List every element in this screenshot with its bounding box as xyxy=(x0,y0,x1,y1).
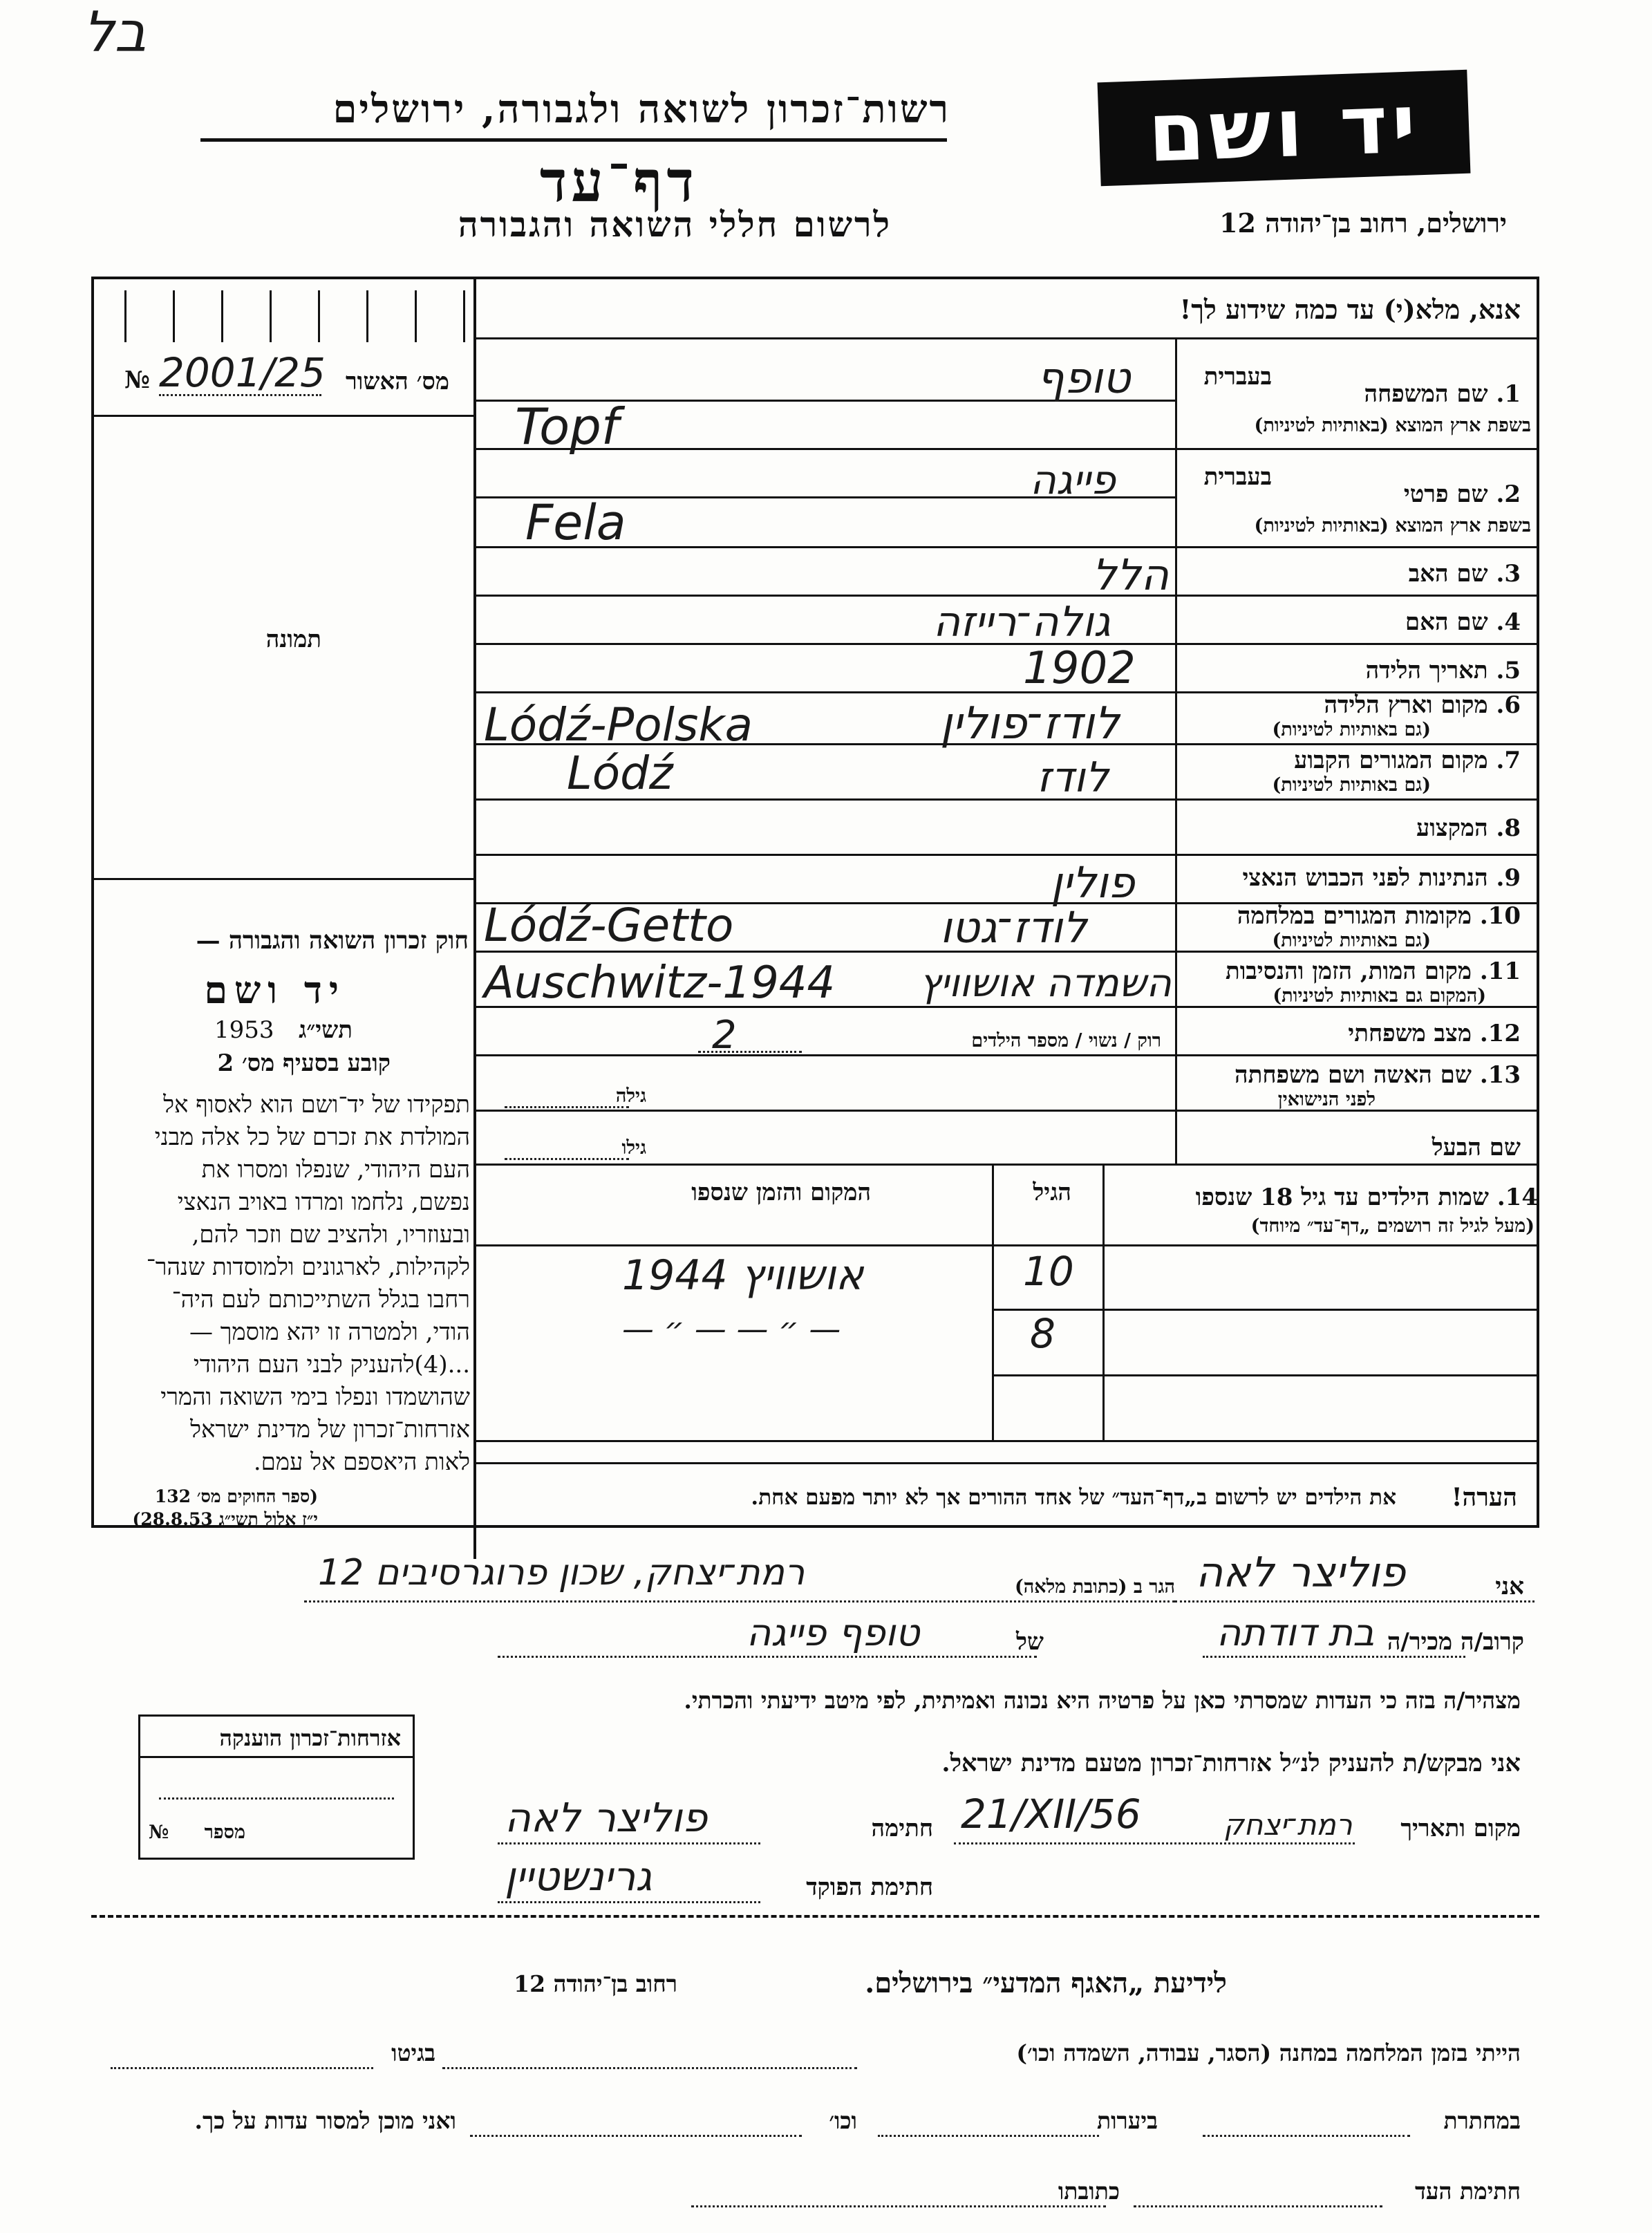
signature-label: חתימה xyxy=(871,1815,933,1842)
info-title: לידיעת „האגף המדעי״ בירושלים. xyxy=(865,1967,1227,1999)
law-year-he: תשי״ג xyxy=(299,1016,353,1044)
citizenship-box-title: אזרחות־זכרון הוענקה xyxy=(219,1725,401,1751)
f13-girl-label: גילה xyxy=(615,1085,646,1107)
yad-vashem-logo: יד ושם xyxy=(1098,70,1471,187)
ani-label: אני xyxy=(1495,1573,1524,1600)
info-line2-d: ואני מוכן למסור עדות על כך. xyxy=(194,2107,456,2134)
child-2-place[interactable]: — ״ — — ״ — xyxy=(622,1310,841,1347)
law-source-2: י״ז אלול תשי״ג 28.8.53) xyxy=(132,1509,318,1529)
place-value[interactable]: רמת־יצחק xyxy=(1223,1808,1353,1842)
declaration-text: מצהיר/ה בזה כי העדות שמסרתי כאן על פרטיה היא נכונה ואמיתית, לפי מיטב ידיעתי והכרתי. xyxy=(684,1687,1521,1714)
children-count[interactable]: 2 xyxy=(712,1013,737,1058)
law-text: תפקידו של יד־ושם הוא לאסוף אל המולדת את זכרם של כל אלה מבני העם היהודי, שנפלו ומסרו את נפשם, נלחמו ומרדו באויב הנאצי ובעוזריו, ולהציב שם וזכר להם, לקהילות, לארגונים ולמוסדות שנהר־ רחבו בגלל השתייכותם לעם היה־ הודי, ולמטרה זו יהא מוסמך — ...(4)להעניק לבני העם היהודי שהושמדו ונפלו בימי השואה והמרי אזרחות־זכרון של מדינת ישראל לאות היאספם אל עמם. xyxy=(146,1091,470,1476)
info-line2-c: וכו׳ xyxy=(829,2107,857,2134)
left-column-divider xyxy=(473,277,476,1559)
f6-sub: (גם באותיות לטיניות) xyxy=(1272,719,1431,740)
f8-label: 8. המקצוע xyxy=(1416,814,1521,842)
law-source-1: (ספר החוקים מס׳ 132 xyxy=(154,1486,318,1506)
label-column-divider xyxy=(1175,337,1177,1164)
lives-at-label: הגר ב (כתובת מלאה) xyxy=(1014,1576,1175,1598)
f2-label: 2. שם פרטי xyxy=(1403,480,1521,508)
col-age-header: הגיל xyxy=(1033,1179,1071,1206)
children-subtitle: (מעל לגיל זה רושמים „דף־עד״ מיוחד) xyxy=(1250,1215,1534,1237)
corner-mark: בל xyxy=(83,0,147,64)
f7-sub: (גם באותיות לטיניות) xyxy=(1272,774,1431,796)
f1-label: 1. שם המשפחה xyxy=(1364,380,1521,408)
child-1-age[interactable]: 10 xyxy=(1023,1248,1074,1295)
first-name-hebrew[interactable]: פייגה xyxy=(1030,456,1116,503)
death-place-latin[interactable]: Auschwitz-1944 xyxy=(484,957,836,1009)
request-text: אני מבקש/ת להעניק לנ״ל אזרחות־זכרון מטעם מדינת ישראל. xyxy=(941,1749,1521,1777)
wartime-residence-hebrew[interactable]: לודז־גטו xyxy=(940,902,1087,953)
info-address: רחוב בן־יהודה 12 xyxy=(514,1970,677,1997)
approval-number[interactable]: 2001/25 xyxy=(159,349,326,396)
declarant-address[interactable]: רמת־יצחק, שכון פרוגרסיבים 12 xyxy=(318,1552,805,1594)
f10-label: 10. מקומות המגורים במלחמה xyxy=(1237,902,1521,930)
family-name-latin[interactable]: Topf xyxy=(515,398,619,456)
f2-latin-sub: בשפת ארץ המוצא (באותיות לטיניות) xyxy=(1254,515,1531,536)
father-name[interactable]: הלל xyxy=(1092,550,1169,600)
f3-label: 3. שם האב xyxy=(1408,560,1521,588)
f5-label: 5. תאריך הלידה xyxy=(1365,657,1521,684)
law-title: חוק זכרון השואה והגבורה — xyxy=(196,926,469,955)
of-name[interactable]: טופף פייגה xyxy=(747,1611,920,1654)
residence-hebrew[interactable]: לודז xyxy=(1037,754,1109,802)
f10-sub: (גם באותיות לטיניות) xyxy=(1272,930,1431,951)
info-line3-a: חתימת העד xyxy=(1414,2178,1521,2205)
place-date-label: מקום ותאריך xyxy=(1400,1815,1521,1842)
header-underline xyxy=(200,138,947,142)
tear-line xyxy=(91,1915,1539,1918)
f13-label: 13. שם האשה ושם משפחתה xyxy=(1235,1061,1521,1089)
husband-label: שם הבעל xyxy=(1432,1134,1521,1161)
f11-sub: (המקום גם באותיות לטיניות) xyxy=(1273,985,1486,1007)
officer-signature[interactable]: גרינשטיין xyxy=(505,1853,653,1900)
children-title: 14. שמות הילדים עד גיל 18 שנספו xyxy=(1195,1184,1538,1211)
birthplace-latin[interactable]: Lódź-Polska xyxy=(484,698,753,751)
declarant-name[interactable]: פוליצר לאה xyxy=(1196,1549,1406,1597)
nationality[interactable]: פולין xyxy=(1051,857,1135,908)
f9-label: 9. הנתינות לפני הכבוש הנאצי xyxy=(1242,864,1521,892)
mother-name[interactable]: גולה־רייזה xyxy=(933,598,1111,646)
form-subtitle: לרשום חללי השואה והגבורה xyxy=(458,204,892,245)
law-year: 1953 xyxy=(214,1016,274,1044)
date-value[interactable]: 21/XII/56 xyxy=(961,1791,1141,1838)
f4-label: 4. שם האם xyxy=(1405,608,1521,636)
family-name-hebrew[interactable]: טופף xyxy=(1037,353,1131,403)
child-2-age[interactable]: 8 xyxy=(1030,1310,1055,1357)
f11-label: 11. מקום המות, הזמן והנסיבות xyxy=(1225,957,1521,985)
declarant-signature[interactable]: פוליצר לאה xyxy=(505,1794,708,1841)
approval-no-sign: № xyxy=(124,366,150,394)
officer-signature-label: חתימת הפוקד xyxy=(806,1874,933,1901)
first-name-latin[interactable]: Fela xyxy=(525,494,626,551)
law-name: יד ושם xyxy=(204,968,346,1012)
form-title: דף־עד xyxy=(539,149,698,215)
tick-strip xyxy=(124,290,470,342)
f6-label: 6. מקום וארץ הלידה xyxy=(1324,691,1521,719)
residence-latin[interactable]: Lódź xyxy=(567,747,673,800)
law-section: קובע בסעיף מס׳ 2 xyxy=(217,1049,391,1077)
info-line2-a: במחתרת xyxy=(1443,2107,1521,2134)
birth-date[interactable]: 1902 xyxy=(1023,643,1136,694)
f12-options: רוק / נשוי / מספר הילדים xyxy=(971,1030,1161,1052)
f13-sub: לפני הנישואין xyxy=(1277,1089,1376,1110)
citizenship-no-sign: № xyxy=(149,1822,169,1843)
institution-address: ירושלים, רחוב בן־יהודה 12 xyxy=(1219,207,1507,239)
note-text: את הילדים יש לרשום ב„דף־העד״ של אחד ההורים אך לא יותר מפעם אחת. xyxy=(751,1485,1396,1510)
institution-name: רשות־זכרון לשואה ולגבורה, ירושלים xyxy=(332,86,950,132)
f2-hebrew-label: בעברית xyxy=(1203,463,1272,491)
f7-label: 7. מקום המגורים הקבוע xyxy=(1294,747,1521,774)
of-label: של xyxy=(1016,1628,1044,1656)
f13-boy-label: גילו xyxy=(621,1137,646,1159)
info-line1-b: בגיטו xyxy=(391,2039,435,2066)
child-1-place[interactable]: אושוויץ 1944 xyxy=(622,1251,864,1300)
intro-text: אנא, מלא(י) עד כמה שידוע לך! xyxy=(1179,294,1521,325)
info-line1-a: הייתי בזמן המלחמה במחנה (הסגר, עבודה, השמדה וכו׳) xyxy=(1016,2039,1521,2066)
relation-value[interactable]: בת דודתה xyxy=(1217,1611,1375,1654)
col-place-header: המקום והזמן שנספו xyxy=(691,1179,871,1206)
f12-label: 12. מצב משפחתי xyxy=(1348,1020,1521,1047)
approval-label: מס׳ האשור xyxy=(345,368,449,395)
info-line2-b: ביערות xyxy=(1096,2107,1158,2134)
death-place-hebrew[interactable]: השמדה אושוויץ xyxy=(919,961,1172,1006)
f1-latin-sub: בשפת ארץ המוצא (באותיות לטיניות) xyxy=(1254,415,1531,436)
photo-placeholder-label: תמונה xyxy=(265,626,321,653)
citizenship-number-label: מספר xyxy=(204,1822,245,1843)
note-label: הערה! xyxy=(1451,1483,1517,1512)
relation-label: קרוב/ה מכיר/ה xyxy=(1387,1628,1524,1656)
birthplace-hebrew[interactable]: לודז־פולין xyxy=(940,698,1120,749)
wartime-residence-latin[interactable]: Lódź-Getto xyxy=(484,899,734,952)
f1-hebrew-label: בעברית xyxy=(1203,363,1272,391)
info-line3-b: כתובתו xyxy=(1058,2178,1120,2205)
